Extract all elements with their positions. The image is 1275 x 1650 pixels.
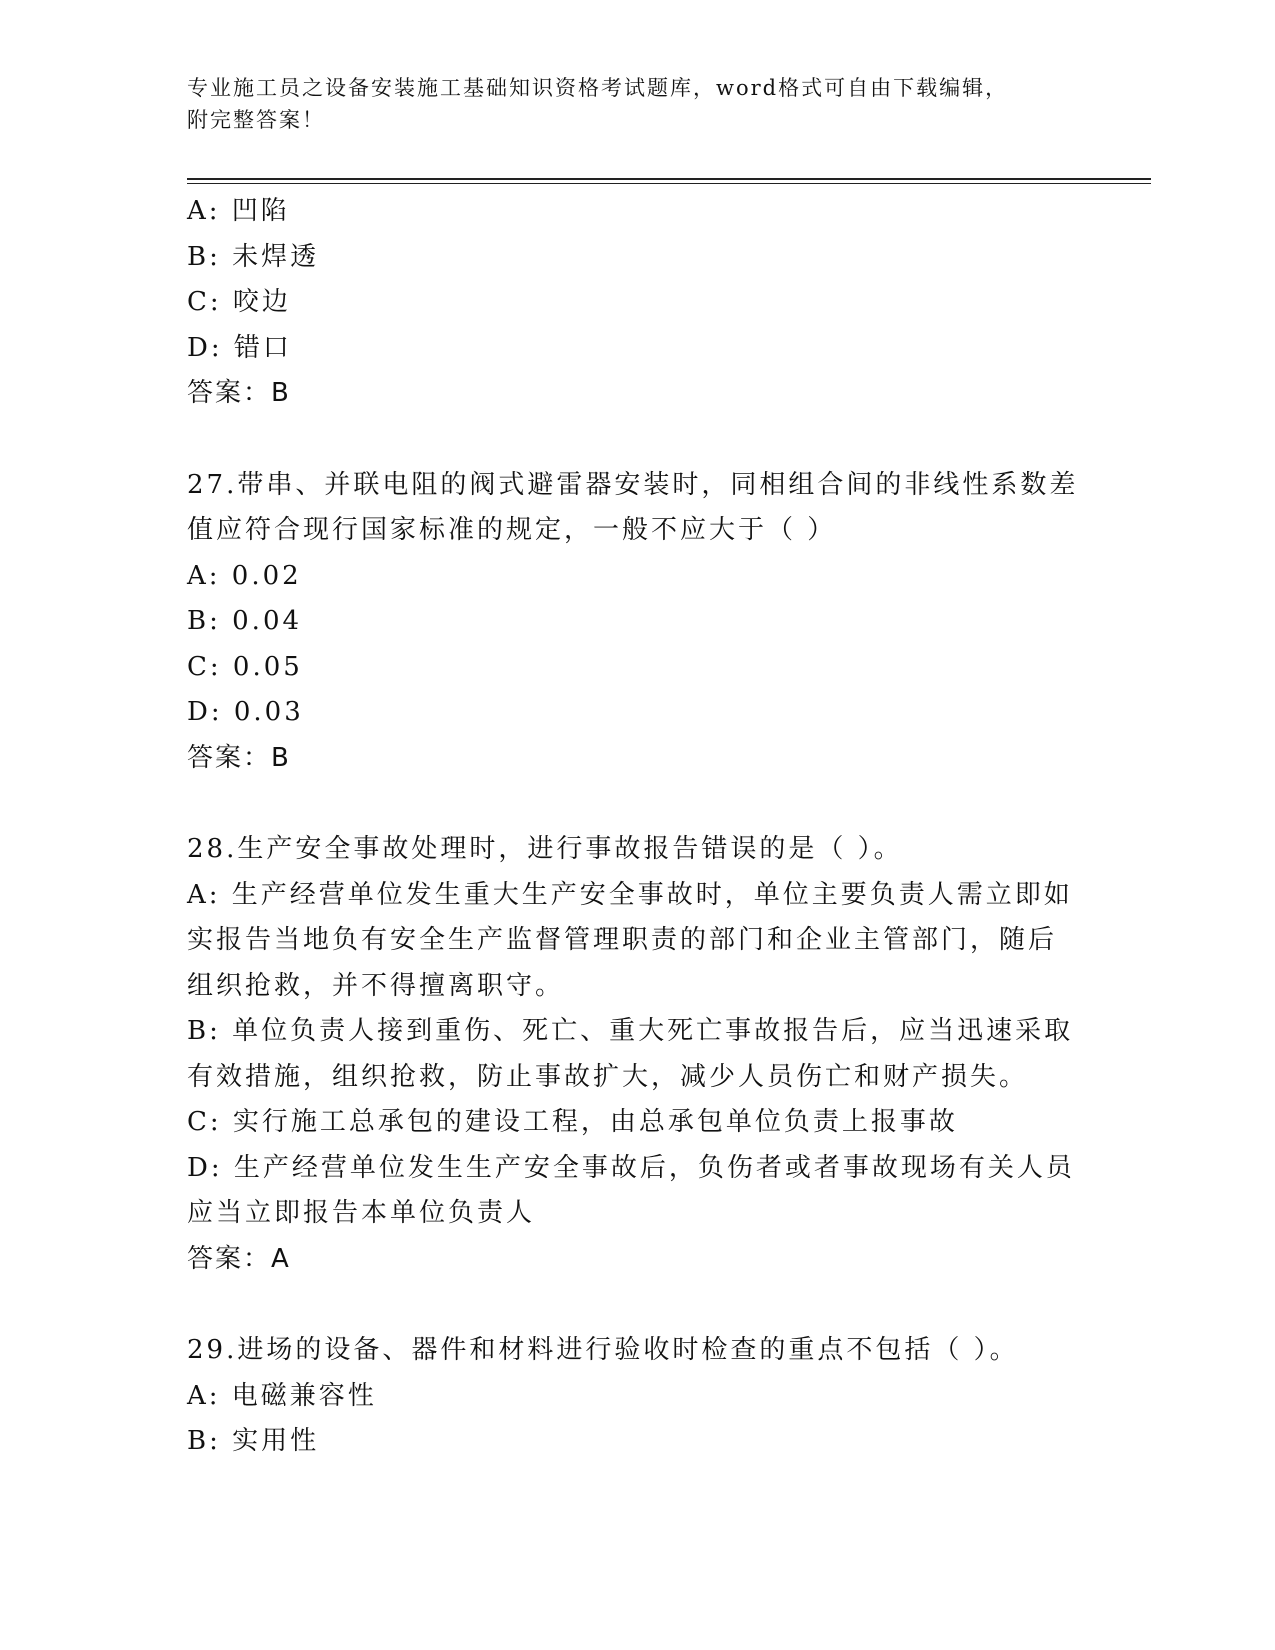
option-c: C: 咬边 (187, 287, 291, 317)
question-26 (187, 189, 1087, 417)
option-line: B: 单位负责人接到重伤、死亡、重大死亡事故报告后，应当迅速采取 (187, 1016, 1074, 1046)
option-line: 应当立即报告本单位负责人 (187, 1198, 536, 1228)
option-a: A: 凹陷 (187, 196, 290, 226)
header-divider-thick (187, 178, 1151, 180)
question-29 (187, 1328, 1087, 1465)
option-line: 实报告当地负有安全生产监督管理职责的部门和企业主管部门，随后 (187, 925, 1058, 955)
answer-label: 答案：B (187, 378, 291, 408)
question-list (187, 189, 1087, 1465)
option-b: B: 未焊透 (187, 241, 320, 272)
option-c: C: 0.05 (187, 651, 303, 682)
option-b: B: 0.04 (187, 606, 303, 636)
question-stem-line: 28.生产安全事故处理时，进行事故报告错误的是（ ）。 (187, 834, 903, 864)
option-b: B: 实用性 (187, 1426, 320, 1456)
question-28 (187, 827, 1087, 1282)
question-stem-line: 29.进场的设备、器件和材料进行验收时检查的重点不包括（ ）。 (187, 1335, 1019, 1365)
option-d: D: 0.03 (187, 697, 304, 727)
option-line: 组织抢救，并不得擅离职守。 (187, 970, 565, 1001)
answer-label: 答案：A (187, 1243, 291, 1274)
option-line: 有效措施，组织抢救，防止事故扩大，减少人员伤亡和财产损失。 (187, 1061, 1029, 1092)
option-a: A: 0.02 (187, 560, 302, 591)
header-line-2: 附完整答案！ (187, 108, 325, 132)
option-line: D: 生产经营单位发生生产安全事故后，负伤者或者事故现场有关人员 (187, 1152, 1075, 1183)
question-stem-line: 27.带串、并联电阻的阀式避雷器安装时，同相组合间的非线性系数差 (187, 469, 1079, 500)
option-line: A: 生产经营单位发生重大生产安全事故时，单位主要负责人需立即如 (187, 879, 1073, 910)
option-a: A: 电磁兼容性 (187, 1380, 377, 1411)
option-d: D: 错口 (187, 332, 292, 363)
header-line-1: 专业施工员之设备安装施工基础知识资格考试题库，word格式可自由下载编辑， (187, 76, 1009, 100)
document-header (187, 72, 1087, 136)
question-stem-line: 值应符合现行国家标准的规定，一般不应大于（ ） (187, 515, 837, 545)
answer-label: 答案：B (187, 742, 291, 773)
option-line: C: 实行施工总承包的建设工程，由总承包单位负责上报事故 (187, 1107, 958, 1137)
header-divider-thin (187, 183, 1151, 184)
question-27 (187, 463, 1087, 782)
